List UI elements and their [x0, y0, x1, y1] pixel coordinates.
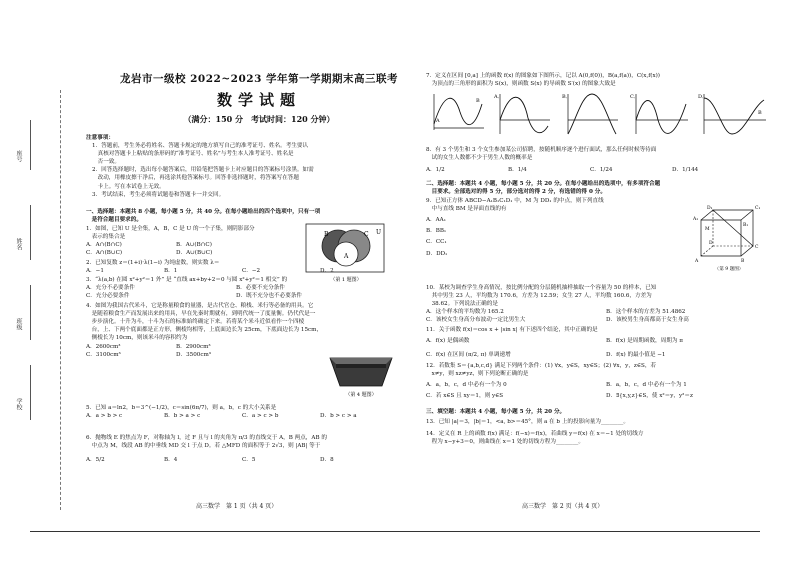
question-text: 12．若数集 S＝{a,b,c,d} 满足下列两个条件：(1) ∀x，y∈S，xy∈S；(2) ∀x，y，z∈S，若: [426, 363, 657, 369]
notice-line: 1．答题前，考生务必将姓名、答题卡规定的地方填写自己的准考证号、姓名。考生要认: [92, 143, 309, 149]
question-text: 表示的集合是: [86, 234, 126, 241]
option-b: B．必要不充分条件: [236, 285, 285, 292]
q7-original-graph: [434, 94, 484, 130]
question-text: 7．定义在区间 [0,a] 上的函数 f(x) 的图象如下图所示，记以 A(0,f(0))，B(a,f(a))，C(x,f(x)): [426, 73, 660, 79]
venn-label-a: A: [344, 253, 349, 260]
notice-list: [92, 142, 432, 199]
question-text: 11．关于函数 f(x)＝cos x + |sin x| 有下述四个结论，其中正确的是: [426, 327, 598, 333]
binding-dashed-line: [60, 90, 61, 510]
notice-line: 卡上。写在本试卷上无效。: [92, 183, 165, 190]
footer-page-2: 高三数学 第 2 页（共 4 页）: [522, 503, 604, 510]
question-6: [86, 434, 432, 464]
rice-measure-figure: [326, 352, 396, 400]
question-text: 是随着粮食生产而发展出来的用具，早在先秦时期就有，到明代统一了度量衡。仍代代是一: [86, 311, 316, 318]
option-b: B．f(x) 是周期函数，周期为 π: [606, 338, 683, 345]
option-d: D．∃{x,y,z}∈S，使 x²＝y，y²＝z: [606, 393, 693, 400]
option-c: C．CC₁: [426, 239, 447, 246]
option-b: B．BB₁: [426, 228, 447, 235]
option-row: [426, 392, 772, 400]
cube-label: B₁: [743, 223, 749, 228]
option-b: B．2900cm³: [176, 343, 211, 350]
binding-label-class: 班级: [15, 318, 22, 330]
name-blank-line: [30, 205, 31, 260]
section1-title: 一、选择题：本题共 8 小题，每小题 5 分，共 40 分。在每小题给出的四个选项中，只有一项: [86, 209, 321, 215]
question-2: [86, 259, 432, 275]
option-a: A．A∩(B∩C): [86, 242, 122, 249]
option-d: D．b > c > a: [320, 413, 357, 420]
question-9: [426, 197, 676, 258]
question-text: 9．已知正方体 ABCD−A₁B₁C₁D₁ 中，M 为 DD₁ 的中点，则下列直线: [426, 198, 604, 204]
question-text: x≠y，则 xz≠yz，则下列论断正确的是: [426, 371, 529, 378]
notice-line: 否一致。: [92, 159, 120, 166]
cube-label: C: [755, 245, 759, 250]
question-text: 8．有 3 个男生和 3 个女生参加某公司招聘，按随机顺序逐个进行面试，那么任何时候等待面: [426, 147, 657, 153]
question-7: [426, 72, 772, 88]
option-c: C．若 x∈S 且 xy＝1，则 y∈S: [426, 393, 504, 400]
question-text: 侧棱长为 10cm，则该米斗的容积约为: [86, 335, 188, 342]
notice-line: 真核对答题卡上粘贴的条形码的“准考证号、姓名”与考生本人准考证号、姓名是: [92, 151, 294, 158]
q7-graph-b: [562, 94, 618, 134]
option-d: D．既不充分也不必要条件: [236, 293, 303, 300]
binding-label-name: 姓名: [15, 238, 22, 250]
cube-label: M: [705, 227, 710, 232]
cube-label: C₁: [755, 206, 761, 211]
option-c: C．−2: [242, 268, 261, 275]
option-b: B．A∪(B∩C): [176, 242, 212, 249]
notice-line: 改动，用橡皮擦干净后，再选涂其他答案标号。回答非选择题时，将答案写在答题: [92, 175, 299, 182]
question-text: 中点为 M，线段 AB 的中垂线 MD 交 l 于点 D。若 △MFD 的面积等于 2√3，则 |AB| 等于: [86, 443, 321, 450]
option-row: [426, 381, 772, 389]
question-text: 38.62。下列说法正确的是: [426, 301, 498, 308]
question-text: 2．已知复数 z＝(1+i)·λ(1−i) 为纯虚数，则实数 λ＝: [86, 260, 220, 266]
question-4: [86, 302, 432, 359]
option-d: D．2: [320, 268, 334, 275]
option-b: B．1: [164, 268, 178, 275]
option-a: A．1/2: [426, 167, 445, 174]
notice-title: 注意事项：: [86, 135, 114, 141]
school-blank-line: [30, 365, 31, 420]
q7-graph-c: [630, 94, 688, 134]
question-8: [426, 146, 772, 174]
question-11: [426, 326, 772, 359]
exam-meta: （满分：150 分 考试时间：120 分钟）: [183, 114, 335, 124]
option-c: C．该校女生身高分布波动一定比男生大: [426, 317, 526, 324]
question-text: 为顶点的三角形的面积为 S(x)，则函数 S(x) 的导函数 S′(x) 的图象大致是: [426, 81, 616, 88]
page-1: [86, 62, 432, 490]
question-12: [426, 362, 772, 400]
cube-label: B: [741, 259, 745, 264]
graph-label-a: A．: [494, 94, 503, 100]
binding-label-school: 学校: [15, 398, 22, 410]
option-row: [86, 241, 296, 249]
option-d: D．A∪(B∪C): [176, 250, 213, 257]
question-text: 中与直线 BM 是异面直线的有: [426, 206, 507, 213]
class-blank-line: [30, 285, 31, 340]
option-c: C．a > c > b: [242, 413, 279, 420]
option-a: A．f(x) 是偶函数: [426, 338, 470, 345]
option-a: A．这个样本的平均数为 165.2: [426, 309, 504, 316]
question-text: 14．定义在 R 上的函数 f(x) 满足：f(−x)＝f(x)，若曲线 y＝f(x) 在 x＝−1 处的切线方: [426, 431, 644, 437]
bottom-rule: [30, 531, 760, 532]
figure-caption: （第 4 题图）: [345, 392, 377, 398]
option-d: D．DD₁: [426, 250, 448, 257]
option-a: A．a，b，c，d 中必有一个为 0: [426, 382, 507, 389]
cube-label: A₁: [693, 217, 699, 222]
option-row: [426, 337, 772, 345]
exam-subject-title: 数学试题: [216, 91, 301, 109]
venn-label-c: C: [364, 231, 369, 238]
question-text: 程为 x−y+3＝0，则曲线在 x＝1 处的切线方程为________。: [426, 439, 584, 446]
section1-title-cont: 是符合题目要求的。: [86, 217, 142, 223]
option-b: B．这个样本的方差为 51.4862: [606, 309, 686, 316]
exam-school-title: 龙岩市一级校 2022~2023 学年第一学期期末高三联考: [119, 73, 399, 85]
question-text: 6．抛物线 E 的焦点为 F，对称轴为 l，过 F 且与 l 的夹角为 π/3 的直线交于 A，B 两点，AB 的: [86, 435, 327, 441]
venn-label-b: B: [324, 231, 329, 238]
option-a: A．2600cm³: [86, 343, 121, 350]
option-c: C．充分必要条件: [86, 293, 130, 300]
section2-title-cont: 目要求。全部选对的得 5 分，部分选对的得 2 分，有选错的得 0 分。: [426, 189, 606, 195]
question-3: [86, 276, 432, 300]
question-text: 1．如图，已知 U 是全集，A，B，C 是 U 的一个子集，则阴影部分: [86, 226, 255, 232]
cube-label: D₁: [707, 206, 713, 211]
footer-page-1: 高三数学 第 1 页（共 4 页）: [196, 503, 278, 510]
option-row: [86, 292, 432, 300]
question-text: 4．如图为我国古代米斗，它是称量粮食的量器，是古代官仓、粮栈、米行等必备的用具。它: [86, 303, 314, 309]
q7-graph-d: [698, 94, 766, 134]
option-row: [426, 166, 772, 174]
question-10: [426, 284, 772, 325]
question-text: 其中男生 23 人，平均数为 170.6，方差为 12.59；女生 27 人，平均数 160.6，方差为: [426, 293, 652, 300]
cube-label: D: [709, 241, 713, 246]
option-row: [86, 267, 432, 275]
section2-title: 二、选择题：本题共 4 小题，每小题 5 分，共 20 分。在每小题给出的选项中，有多项符合题: [426, 181, 661, 187]
svg-text:B: B: [476, 98, 480, 104]
svg-text:B: B: [758, 110, 762, 116]
option-d: D．1/144: [672, 167, 699, 174]
question-text: 步步演化。十升为斗，十斗为石的标准始终确定下来。若将某个米斗近似看作一个四棱: [86, 319, 305, 326]
venn-label-u: U: [376, 229, 382, 236]
option-d: D．8: [320, 457, 334, 464]
option-a: A．−1: [86, 268, 104, 275]
page-2: [426, 62, 772, 490]
option-b: B．4: [164, 457, 178, 464]
option-a: A．5/2: [86, 457, 105, 464]
option-c: C．3100cm³: [86, 351, 121, 358]
question-13: 13．已知 |a|＝3，|b|＝1，<a, b>＝45°，则 a 在 b 上的投影向量为________。: [426, 419, 629, 425]
option-c: C．1/24: [590, 167, 613, 174]
graph-label-b: B．: [562, 94, 571, 100]
option-d: D．3500cm³: [176, 351, 211, 358]
cube-figure: [691, 202, 767, 272]
option-a: A．AA₁: [426, 217, 446, 224]
option-b: B．1/4: [508, 167, 527, 174]
section3-title: 三、填空题：本题共 4 小题，每小题 5 分，共 20 分。: [426, 409, 566, 415]
graph-label-c: C．: [630, 94, 639, 100]
question-14: [426, 430, 772, 446]
question-text: 3．“λ(a,b) 在圆 x²+y²＝1 外” 是 “直线 ax+by+2＝0 与圆 x²+y²＝1 相交” 的: [86, 277, 288, 283]
figure-caption: （第 9 题图）: [714, 267, 744, 272]
question-1: [86, 225, 296, 257]
option-d: D．该校男生身高都高于女生身高: [606, 317, 689, 324]
binding-label-seat: 座号: [15, 150, 22, 162]
option-row: [86, 249, 296, 257]
question-text: 台，上、下两个底面都是正方形，侧棱均相等，上底面边长为 25cm，下底面边长为 15cm，: [86, 327, 323, 334]
option-a: A．充分不必要条件: [86, 285, 135, 292]
question-text: 5．已知 a＝ln2，b＝3^(−1/2)，c＝sin(6π/7)，则 a，b，c 的大小关系是: [86, 405, 277, 411]
option-row: [86, 284, 432, 292]
option-c: C．A∩(B∪C): [86, 250, 123, 257]
question-text: 试的女生人数都不少于男生人数的概率是: [426, 155, 533, 162]
option-d: D．f(x) 的最小值是 −1: [606, 352, 666, 359]
option-a: A．a > b > c: [86, 413, 123, 420]
notice-line: 3．考试结束，考生必须将试题卷和答题卡一并交回。: [92, 191, 225, 198]
cube-label: A: [695, 259, 699, 264]
option-b: B．b > a > c: [164, 413, 201, 420]
graph-label-d: D．: [698, 94, 708, 100]
option-c: C．5: [242, 457, 256, 464]
option-row: [86, 412, 432, 420]
notice-line: 2．回答选择题时，选出每小题答案后，用铅笔把答题卡上对应题目的答案标号涂黑。如需: [92, 167, 314, 174]
seat-blank-line: [30, 120, 31, 170]
question-text: 10．某校为调查学生身高情况，按比例分配的分层随机抽样抽取一个容量为 50 的样本，已知: [426, 285, 657, 291]
figure-caption: （第 1 题图）: [330, 277, 362, 283]
question-5: [86, 404, 432, 420]
binding-margin: [0, 0, 80, 562]
option-row: [426, 316, 772, 324]
option-c: C．f(x) 在区间 (π/2, π) 单调递增: [426, 352, 511, 359]
q7-graph-a: [493, 94, 550, 134]
svg-text:A: A: [436, 118, 440, 124]
option-row: [86, 343, 432, 351]
option-b: B．a，b，c，d 中必有一个为 1: [606, 382, 687, 389]
option-row: [86, 456, 432, 464]
option-row: [426, 351, 772, 359]
option-row: [426, 308, 772, 316]
q7-graph-strip: [426, 90, 772, 138]
